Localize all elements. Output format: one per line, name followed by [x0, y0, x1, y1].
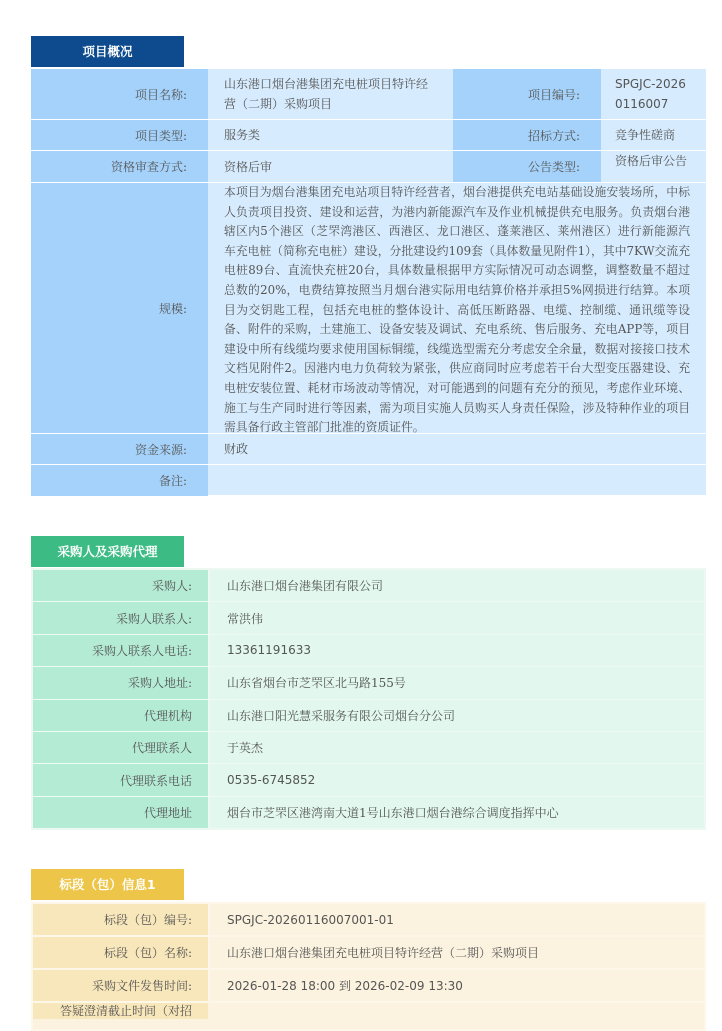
agency-address-value: 烟台市芝罘区港湾南大道1号山东港口烟台港综合调度指挥中心 — [208, 797, 704, 828]
project-type-value: 服务类 — [224, 128, 261, 142]
notice-type-label: 公告类型: — [453, 151, 601, 182]
section-title-project-overview: 项目概况 — [31, 36, 184, 67]
agency-value: 山东港口阳光慧采服务有限公司烟台分公司 — [208, 700, 704, 731]
agency-phone-value: 0535-6745852 — [208, 764, 704, 795]
qualification-label: 资格审查方式: — [31, 151, 208, 182]
table-row — [33, 570, 704, 602]
agency-contact-value: 于英杰 — [208, 732, 704, 763]
project-no-label: 项目编号: — [453, 69, 601, 119]
purchaser-phone-value: 13361191633 — [208, 635, 704, 666]
agency-address-label: 代理地址 — [33, 797, 208, 828]
table-row — [33, 667, 704, 699]
section-title-lot-info: 标段（包）信息1 — [31, 869, 184, 900]
lot-name-label: 标段（包）名称: — [33, 937, 208, 968]
project-no-value: SPGJC-20260116007 — [615, 77, 686, 111]
table-row — [33, 937, 704, 970]
scale-value: 本项目为烟台港集团充电站项目特许经营者，烟台港提供充电站基础设施安装场所，中标人负责项目投资、建设和运营，为港内新能源汽车及作业机械提供充电服务。负责烟台港辖区内5个港区（芝罘湾港区、西港区、龙口港区、蓬莱港区、莱州港区）进行新能源汽车充电桩（简称充电桩）建设，分批建设约109套（具体数量见附件1），其中7KW交流充电桩89台、直流快充桩20台，具体数量根据甲方实际情况可动态调整，调整数量不超过总数的20%，电费结算按照当月烟台港实际用电结算价格并承担5%网损进行结算。本项目为交钥匙工程，包括充电桩的整体设计、高低压断路器、电缆、控制缆、通讯缆等设备、附件的采购，土建施工、设备安装及调试、充电系统、售后服务、充电APP等，项目建设中所有线缆均要求使用国标铜缆，线缆选型需充分考虑安全余量，数据对接接口技术文档见附件2。因港内电力负荷较为紧张，供应商同时应考虑若干台大型变压器建设、充电桩安装位置、耗材市场波动等情况，对可能遇到的问题有充分的预见，考虑作业环境、施工与生产同时进行等因素，需为项目实施人员购买人身责任保险，涉及特种作业的项目需具备行政主管部门批准的资质证件。 — [224, 185, 690, 435]
purchaser-contact-label: 采购人联系人: — [33, 602, 208, 633]
table-row — [33, 602, 704, 634]
qualification-value: 资格后审 — [224, 159, 273, 174]
bid-method-value: 竞争性磋商 — [615, 128, 676, 142]
doc-sale-time-value: 2026-01-28 18:00 到 2026-02-09 13:30 — [208, 970, 704, 1001]
project-type-label: 项目类型: — [31, 120, 208, 150]
remark-label: 备注: — [31, 465, 208, 496]
table-row — [33, 635, 704, 667]
purchaser-phone-label: 采购人联系人电话: — [33, 635, 208, 666]
project-overview-table — [31, 69, 706, 495]
purchaser-value: 山东港口烟台港集团有限公司 — [208, 570, 704, 601]
project-name-label: 项目名称: — [31, 69, 208, 119]
lot-no-label: 标段（包）编号: — [33, 904, 208, 935]
project-name-value: 山东港口烟台港集团充电桩项目特许经营（二期）采购项目 — [224, 77, 429, 111]
purchaser-table — [31, 568, 706, 830]
table-row — [33, 764, 704, 796]
table-row — [33, 970, 704, 1003]
fund-source-label: 资金来源: — [31, 434, 208, 464]
lot-info-table — [31, 902, 706, 1031]
notice-type-value: 资格后审公告 — [615, 154, 688, 168]
table-row — [33, 904, 704, 937]
table-row — [33, 797, 704, 828]
table-row — [33, 700, 704, 732]
purchaser-address-label: 采购人地址: — [33, 667, 208, 698]
agency-label: 代理机构 — [33, 700, 208, 731]
bid-method-label: 招标方式: — [453, 120, 601, 150]
section-title-purchaser: 采购人及采购代理 — [31, 536, 184, 567]
scale-label: 规模: — [31, 183, 208, 433]
lot-no-value: SPGJC-20260116007001-01 — [208, 904, 704, 935]
purchaser-label: 采购人: — [33, 570, 208, 601]
fund-source-value: 财政 — [224, 442, 249, 456]
remark-value — [208, 465, 706, 496]
table-row — [33, 1003, 704, 1031]
agency-phone-label: 代理联系电话 — [33, 764, 208, 795]
purchaser-address-value: 山东省烟台市芝罘区北马路155号 — [208, 667, 704, 698]
purchaser-contact-value: 常洪伟 — [208, 602, 704, 633]
table-row — [33, 732, 704, 764]
lot-name-value: 山东港口烟台港集团充电桩项目特许经营（二期）采购项目 — [208, 937, 704, 968]
qa-deadline-label: 答疑澄清截止时间（对招 — [33, 1003, 208, 1019]
agency-contact-label: 代理联系人 — [33, 732, 208, 763]
doc-sale-time-label: 采购文件发售时间: — [33, 970, 208, 1001]
